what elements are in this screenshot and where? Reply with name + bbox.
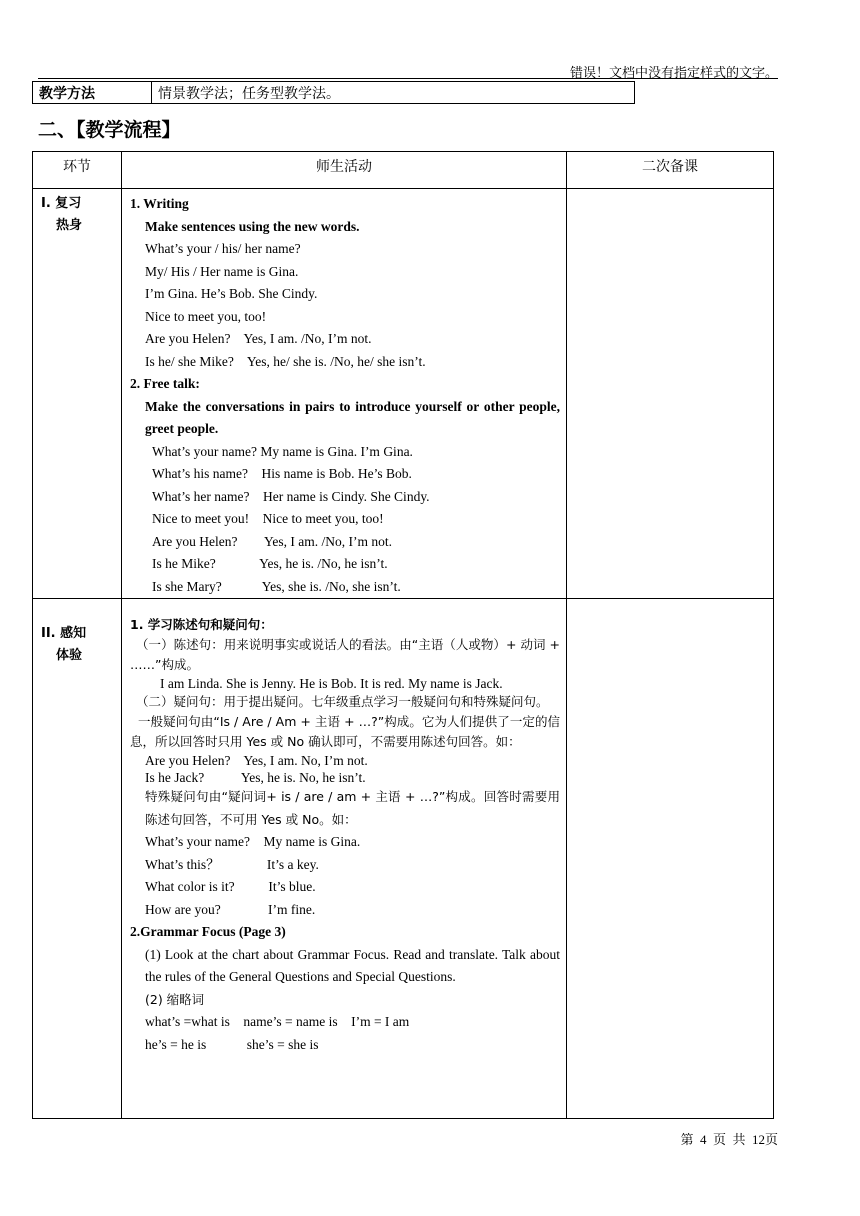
list-item: Are you Helen? Yes, I am. /No, I’m not. xyxy=(152,533,392,549)
list-item: Is he/ she Mike? Yes, he/ she is. /No, he/ she isn’t. xyxy=(145,353,426,369)
list-item: What’s your name? My name is Gina. I’m Gina. xyxy=(152,443,413,459)
list-item: 一般疑问句由“Is / Are / Am + 主语 + …?”构成。它为人们提供了一定的信息，所以回答时只用 Yes 或 No 确认即可，不需要用陈述句回答。如： xyxy=(130,714,560,749)
list-item: What’s her name? Her name is Cindy. She Cindy. xyxy=(152,488,430,504)
header-second-prep: 二次备课 xyxy=(567,152,774,189)
activities-cell xyxy=(122,599,567,1119)
list-item: 1. 学习陈述句和疑问句： xyxy=(130,617,273,632)
method-value: 情景教学法；任务型教学法。 xyxy=(152,82,635,104)
stage-name-cont: 热身 xyxy=(56,218,83,233)
list-item: 2.Grammar Focus (Page 3) xyxy=(130,924,286,939)
table-row xyxy=(33,599,774,1119)
list-item: Make sentences using the new words. xyxy=(145,218,360,234)
stage-cell xyxy=(33,599,122,1119)
table-row xyxy=(33,189,774,599)
list-item: Nice to meet you, too! xyxy=(145,308,267,324)
second-prep-cell xyxy=(567,599,774,1119)
section-title: 二、【教学流程】 xyxy=(38,119,181,141)
list-item: 1. Writing xyxy=(130,196,189,211)
method-label: 教学方法 xyxy=(33,82,152,104)
header-note: 错误！文档中没有指定样式的文字。 xyxy=(569,65,778,80)
list-item: What’s your / his/ her name? xyxy=(145,241,301,256)
list-item: （二）疑问句：用于提出疑问。七年级重点学习一般疑问句和特殊疑问句。 xyxy=(136,694,549,709)
stage-cell xyxy=(33,189,122,599)
list-item: Are you Helen? Yes, I am. No, I’m not. xyxy=(145,753,368,768)
teaching-flow-table xyxy=(32,151,774,1119)
list-item: Is she Mary? Yes, she is. /No, she isn’t. xyxy=(152,578,401,594)
list-item: Make the conversations in pairs to introduce yourself or other people, greet people. xyxy=(145,398,560,436)
list-item: 2. Free talk: xyxy=(130,376,200,391)
list-item: How are you? I’m fine. xyxy=(145,901,316,917)
list-item: what’s =what is name’s = name is I’m = I am xyxy=(145,1014,410,1029)
list-item: Is he Jack? Yes, he is. No, he isn’t. xyxy=(145,770,366,785)
header-stage: 环节 xyxy=(33,152,122,189)
page-number: 第 4 页 共 12页 xyxy=(680,1132,778,1147)
list-item: What’s his name? His name is Bob. He’s Bob. xyxy=(152,466,412,481)
list-item: (2) 缩略词 xyxy=(145,991,205,1007)
list-item: I’m Gina. He’s Bob. She Cindy. xyxy=(145,286,318,301)
activities-cell xyxy=(122,189,567,599)
stage-name: I. 复习 xyxy=(41,196,82,211)
teaching-method-table xyxy=(32,81,635,104)
list-item: （一）陈述句：用来说明事实或说话人的看法。由“主语（人或物）+ 动词 + ……”构成。 xyxy=(130,637,560,672)
list-item: Nice to meet you! Nice to meet you, too! xyxy=(152,511,384,526)
list-item: What color is it? It’s blue. xyxy=(145,879,316,894)
list-item: What’s your name? My name is Gina. xyxy=(145,834,361,849)
list-item: he’s = he is she’s = she is xyxy=(145,1036,319,1052)
header-rule xyxy=(38,78,778,79)
list-item: Is he Mike? Yes, he is. /No, he isn’t. xyxy=(152,556,388,571)
header-activities: 师生活动 xyxy=(122,152,567,189)
table-header-row xyxy=(33,152,774,189)
stage-name-cont: 体验 xyxy=(56,648,83,663)
list-item: 特殊疑问句由“疑问词+ is / are / am + 主语 + …?”构成。回答时需要用陈述句回答，不可用 Yes 或 No。如： xyxy=(145,789,560,827)
list-item: Are you Helen? Yes, I am. /No, I’m not. xyxy=(145,331,372,346)
second-prep-cell xyxy=(567,189,774,599)
list-item: My/ His / Her name is Gina. xyxy=(145,263,299,279)
list-item: What’s this？ It’s a key. xyxy=(145,856,319,872)
list-item: I am Linda. She is Jenny. He is Bob. It is red. My name is Jack. xyxy=(160,676,503,691)
stage-name: II. 感知 xyxy=(41,626,87,641)
list-item: (1) Look at the chart about Grammar Focus. Read and translate. Talk about the rules of the General Questions and Special Questions. xyxy=(145,946,560,984)
